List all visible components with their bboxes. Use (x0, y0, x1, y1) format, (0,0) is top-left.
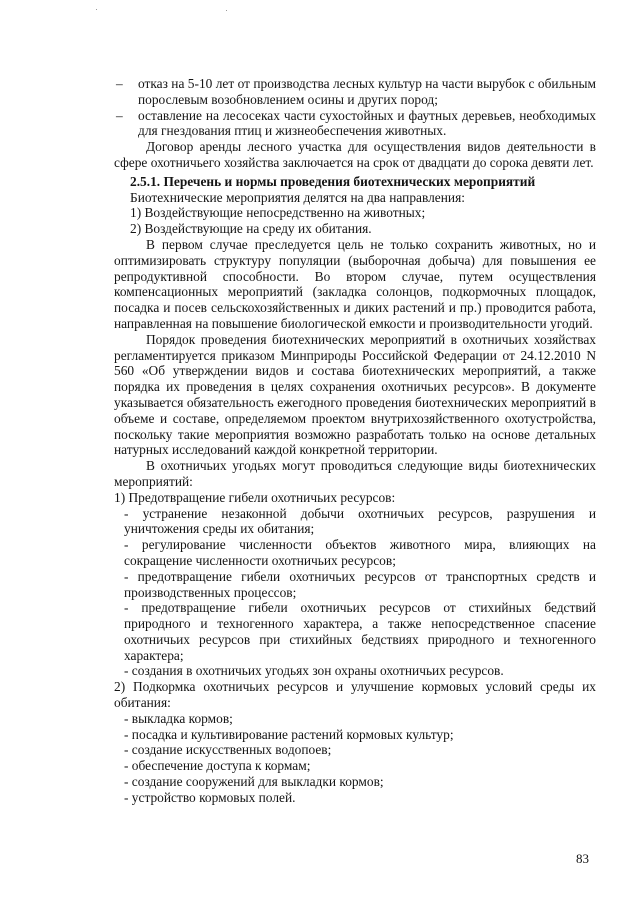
document-body (114, 76, 596, 806)
list-item: - предотвращение гибели охотничьих ресурсов от транспортных средств и производственных процессов; (124, 568, 596, 600)
page-number: 83 (576, 851, 589, 866)
scan-speck (226, 10, 227, 11)
list-item: - создание искусственных водопоев; (124, 742, 332, 758)
paragraph-types: В охотничьих угодьях могут проводиться следующие виды биотехнических мероприятий: (114, 458, 596, 489)
direction-item: 2) Воздействующие на среду их обитания. (130, 221, 372, 237)
list-item: - обеспечение доступа к кормам; (124, 758, 311, 774)
paragraph-first-case: В первом случае преследуется цель не только сохранить животных, но и оптимизировать структуру популяции (выборочная добыча) для повышения ее репродуктивной способности. Во втором случае, путем осуществления компенсационных мероприятий (закладка солонцов, подкормочных площадок, посадка и посев сельскохозяйственных и диких растений и пр.) проводится работа, направленная на повышение биологической емкости и производительности угодий. (114, 236, 596, 331)
list-item: - регулирование численности объектов животного мира, влияющих на сокращение численности охотничьих ресурсов; (124, 537, 596, 568)
bullet-text: отказ на 5-10 лет от производства лесных культур на части вырубок с обильным порослевым возобновлением осины и других пород; (138, 76, 596, 107)
list-item: - устранение незаконной добычи охотничьих ресурсов, разрушения и уничтожения среды их обитания; (124, 505, 596, 537)
list-item: - устройство кормовых полей. (124, 789, 296, 805)
paragraph-order: Порядок проведения биотехнических мероприятий в охотничьих хозяйствах регламентируется приказом Минприроды Российской Федерации от 24.12.2010 N 560 «Об утверждении видов и состава биотехнических мероприятий, а также порядка их проведения в целях сохранения охотничьих ресурсов». В документе указывается обязательность ежегодного проведения биотехнических мероприятий в объеме и составе, определяемом проектом внутрихозяйственного охотустройства, поскольку такие мероприятия возможно разработать только на основе детальных натурных исследований каждой конкретной территории. (114, 331, 596, 458)
list-item: - создания в охотничьих угодьях зон охраны охотничьих ресурсов. (124, 663, 504, 679)
bullet-text: оставление на лесосеках части сухостойных и фаутных деревьев, необходимых для гнездования птиц и жизнеобеспечения животных. (138, 107, 596, 139)
section1-title: 1) Предотвращение гибели охотничьих ресурсов: (114, 489, 396, 505)
bullet-dash: – (116, 76, 123, 91)
bullet-item (114, 108, 596, 140)
section2-title: 2) Подкормка охотничьих ресурсов и улучшение кормовых условий среды их обитания: (114, 679, 596, 711)
list-item: - предотвращение гибели охотничьих ресурсов от стихийных бедствий природного и техногенного характера, а также непосредственное спасение охотничьих ресурсов при стихийных бедствиях природного и техногенного характера; (124, 600, 596, 663)
scan-speck (96, 9, 97, 10)
section-heading: 2.5.1. Перечень и нормы проведения биотехнических мероприятий (130, 173, 536, 189)
bullet-dash: – (116, 107, 123, 123)
direction-item: 1) Воздействующие непосредственно на животных; (130, 205, 426, 221)
list-item: - посадка и культивирование растений кормовых культур; (124, 726, 454, 742)
list-item: - выкладка кормов; (124, 710, 233, 726)
list-item: - создание сооружений для выкладки кормов; (124, 774, 384, 790)
paragraph-lease: Договор аренды лесного участка для осуществления видов деятельности в сфере охотничьего хозяйства заключается на срок от двадцати до сорока девяти лет. (114, 139, 596, 170)
paragraph-intro: Биотехнические мероприятия делятся на два направления: (130, 189, 465, 205)
bullet-item (114, 76, 596, 108)
